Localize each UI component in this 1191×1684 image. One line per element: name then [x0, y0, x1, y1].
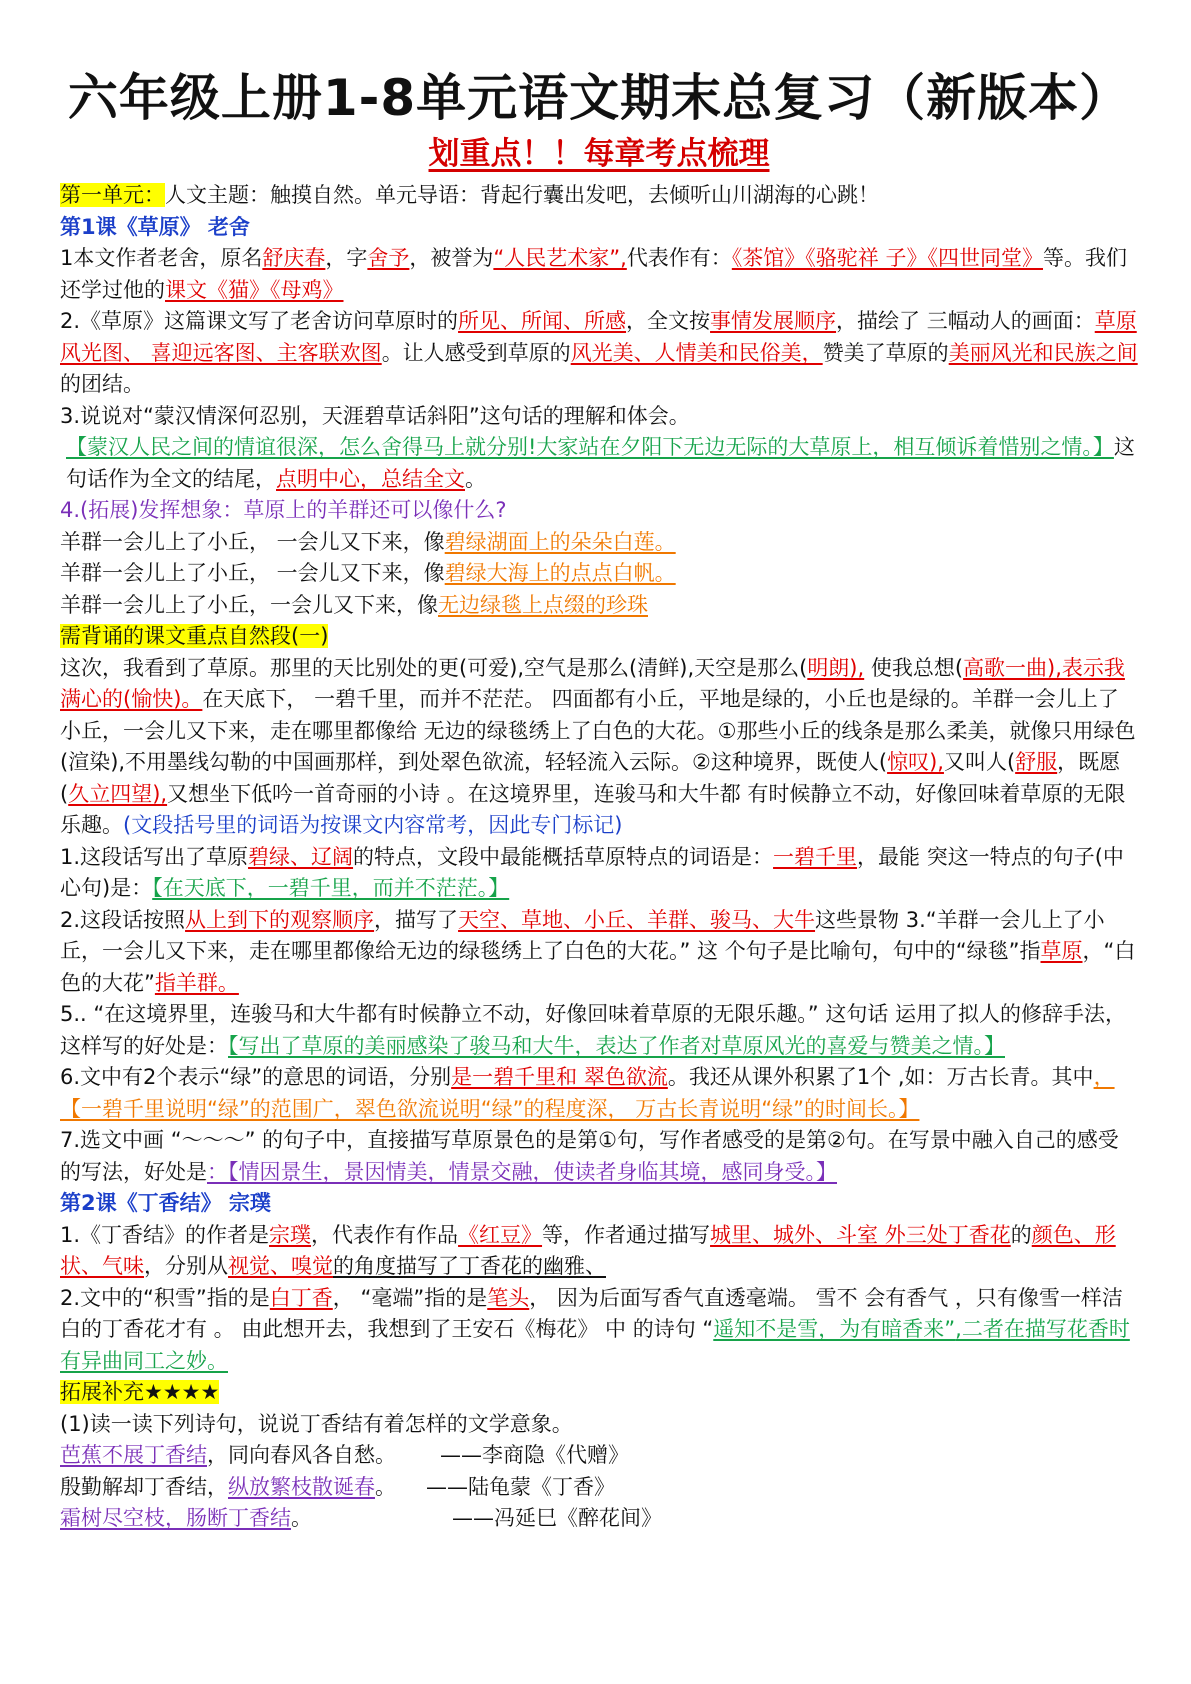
unit1-label: 第一单元：: [60, 183, 165, 207]
lesson1-q1: 1本文作者老舍，原名舒庆春，字舍予，被誉为“人民艺术家”,代表作有：《茶馆》《骆驼祥 子》《四世同堂》等。我们还学过他的课文《猫》《母鸡》: [60, 246, 1127, 302]
lesson2-q1: 1.《丁香结》的作者是宗璞，代表作有作品《红豆》等，作者通过描写城里、城外、斗室 外三处丁香花的颜色、形状、气味，分别从视觉、嗅觉的角度描写了丁香花的幽雅、: [60, 1222, 1116, 1278]
page-subtitle: 划重点！！每章考点梳理: [428, 136, 770, 172]
extension-label: 拓展补充★★★★: [60, 1380, 220, 1404]
lesson1-q3-answer: 【蒙汉人民之间的情谊很深，怎么舍得马上就分别!大家站在夕阳下无边无际的大草原上，相互倾诉着惜别之情。】这句话作为全文的结尾，点明中心，总结全文。: [66, 435, 1135, 491]
lesson1-q4-answer-1: 羊群一会儿上了小丘， 一会儿又下来，像碧绿湖面上的朵朵白莲。: [60, 529, 676, 554]
unit1-intro: [60, 180, 1138, 212]
lesson1-title: 第1课《草原》 老舍: [60, 214, 250, 239]
poem-line-2: 殷勤解却丁香结，纵放繁枝散诞春。 ——陆龟蒙《丁香》: [60, 1474, 615, 1499]
recite-q7: 7.选文中画 “～～～” 的句子中，直接描写草原景色的是第①句，写作者感受的是第②句。在写景中融入自己的感受的写法，好处是：【情因景生，景因情美，情景交融，使读者身临其境，感同身受。】: [60, 1128, 1119, 1184]
recite-label: 需背诵的课文重点自然段(一): [60, 624, 329, 648]
extension-question: (1)读一读下列诗句，说说丁香结有着怎样的文学意象。: [60, 1411, 573, 1436]
lesson1-q4-answer-3: 羊群一会儿上了小丘，一会儿又下来，像无边绿毯上点缀的珍珠: [60, 592, 648, 617]
recite-q6: 6.文中有2个表示“绿”的意思的词语，分别是一碧千里和 翠色欲流。我还从课外积累了1个 ,如：万古长青。其中，【一碧千里说明“绿”的范围广，翠色欲流说明“绿”的程度深， 万古长青说明“绿”的时间长。】: [60, 1065, 1115, 1121]
poem-line-1: 芭蕉不展丁香结，同向春风各自愁。 ——李商隐《代赠》: [60, 1443, 629, 1467]
recite-q5: 5.. “在这境界里，连骏马和大牛都有时候静立不动，好像回味着草原的无限乐趣。” 这句话 运用了拟人的修辞手法，这样写的好处是：【写出了草原的美丽感染了骏马和大牛，表达了作者对草原风光的喜爱与赞美之情。】: [60, 1002, 1126, 1058]
lesson2-q2: 2.文中的“积雪”指的是白丁香， “毫端”指的是笔头， 因为后面写香气直透毫端。 雪不 会有香气 ，只有像雪一样洁白的丁香花才有 。 由此想开去，我想到了王安石《梅花》 中 的诗句 “遥知不是雪，为有暗香来”,二者在描写花香时有异曲同工之妙。: [60, 1285, 1130, 1373]
poem-line-3: 霜树尽空枝，肠断丁香结。 ——冯延巳《醉花间》: [60, 1506, 662, 1530]
lesson2-title: 第2课《丁香结》 宗璞: [60, 1191, 271, 1215]
lesson1-q4-question: 4.(拓展)发挥想象：草原上的羊群还可以像什么?: [60, 498, 507, 522]
recite-q1: 1.这段话写出了草原碧绿、辽阔的特点，文段中最能概括草原特点的词语是：一碧千里，最能 突这一特点的句子(中心句)是：【在天底下，一碧千里，而并不茫茫。】: [60, 844, 1124, 900]
recite-q2: 2.这段话按照从上到下的观察顺序，描写了天空、草地、小丘、羊群、骏马、大牛这些景物 3.“羊群一会儿上了小丘，一会儿又下来，走在哪里都像给无边的绿毯绣上了白色的大花。” 这 个句子是比喻句，句中的“绿毯”指草原，“白色的大花”指羊群。: [60, 907, 1136, 995]
recite-passage: 这次，我看到了草原。那里的天比别处的更(可爱),空气是那么(清鲜),天空是那么(明朗), 使我总想(高歌一曲),表示我满心的(愉快)。在天底下， 一碧千里，而并不茫茫。 四面都有小丘，平地是绿的，小丘也是绿的。羊群一会儿上了小丘，一会儿又下来，走在哪里都像给 无边的绿毯绣上了白色的大花。①那些小丘的线条是那么柔美，就像只用绿色(渲染),不用墨线勾勒的中国画那样，到处翠色欲流，轻轻流入云际。②这种境界，既使人(惊叹),又叫人(舒服，既愿(久立四望),又想坐下低吟一首奇丽的小诗 。在这境界里，连骏马和大牛都 有时候静立不动，好像回味着草原的无限乐趣。(文段括号里的词语为按课文内容常考，因此专门标记): [60, 655, 1136, 837]
unit1-text: 人文主题：触摸自然。单元导语：背起行囊出发吧，去倾听山川湖海的心跳！: [165, 183, 879, 207]
lesson1-q4-answer-2: 羊群一会儿上了小丘， 一会儿又下来，像碧绿大海上的点点白帆。: [60, 561, 676, 585]
lesson1-q3-question: 3.说说对“蒙汉情深何忍别，天涯碧草话斜阳”这句话的理解和体会。: [60, 403, 690, 428]
lesson1-q2: 2.《草原》这篇课文写了老舍访问草原时的所见、所闻、所感，全文按事情发展顺序，描绘了 三幅动人的画面：草原风光图、 喜迎远客图、主客联欢图。让人感受到草原的风光美、人情美和民俗美，赞美了草原的美丽风光和民族之间的团结。: [60, 309, 1138, 396]
document-page: [60, 66, 1138, 1535]
page-title: 六年级上册1-8单元语文期末总复习（新版本）: [67, 69, 1131, 127]
